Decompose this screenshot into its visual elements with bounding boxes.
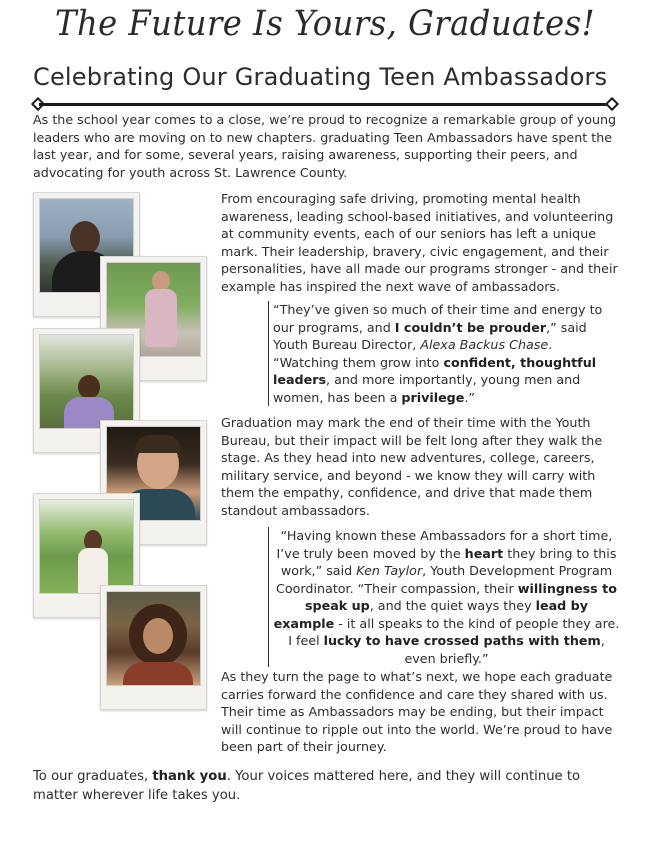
body-paragraph-2: Graduation may mark the end of their time with the Youth Bureau, but their impact will be felt long after they walk the stage. As they head into new adventures, college, careers, military service, and beyond - we know they will carry with them the empathy, confidence, and drive that made them standout ambassadors. xyxy=(221,415,603,518)
quote-director: “They’ve given so much of their time and energy to our programs, and I couldn’t be prouder,” said Youth Bureau Director, Alexa Backus Chase. “Watching them grow into confident, thoughtful leaders, and more importantly, young men and women, has been a privilege.” xyxy=(268,301,620,406)
quote-speaker-name: Alexa Backus Chase xyxy=(420,337,549,352)
quote-speaker-name: Ken Taylor xyxy=(356,563,423,578)
body-paragraph-3: As they turn the page to what’s next, we hope each graduate carries forward the confidence and care they shared with us. Their time as Ambassadors may be ending, but their impact will continue to ripple out into the world. We’re proud to have been part of their journey. xyxy=(221,669,613,754)
quote-coordinator: “Having known these Ambassadors for a short time, I’ve truly been moved by the heart they bring to this work,” said Ken Taylor, Youth Development Program Coordinator. “Their compassion, their willingness to speak up, and the quiet ways they lead by example - it all speaks to the kind of people they are. I feel lucky to have crossed paths with them, even briefly.” xyxy=(268,527,620,667)
divider-diamond-right xyxy=(605,97,619,111)
photo-young-woman-by-water xyxy=(39,334,134,429)
title-divider xyxy=(33,99,617,109)
closing-paragraph: To our graduates, thank you. Your voices mattered here, and they will continue to matter wherever life takes you. xyxy=(33,769,581,803)
photo-young-woman-curly-hair xyxy=(106,591,201,686)
body-paragraph-1: From encouraging safe driving, promoting mental health awareness, leading school-based initiatives, and volunteering at community events, each of our seniors has left a unique mark. Their leadership, bravery, civic engagement, and their personalities, have all made our programs stronger - and their example has inspired the next wave of ambassadors. xyxy=(221,191,618,294)
divider-line xyxy=(39,103,611,106)
intro-paragraph: As the school year comes to a close, we’re proud to recognize a remarkable group of young leaders who are moving on to new chapters. graduating Teen Ambassadors have spent the last year, and for some, several years, raising awareness, supporting their peers, and advocating for youth across St. Lawrence County. xyxy=(33,112,617,180)
page-headline: Celebrating Our Graduating Teen Ambassadors xyxy=(33,63,608,91)
photo-young-woman-white-dress xyxy=(39,499,134,594)
script-title: The Future Is Yours, Graduates! xyxy=(55,4,595,44)
graduate-photo-6 xyxy=(100,585,207,710)
